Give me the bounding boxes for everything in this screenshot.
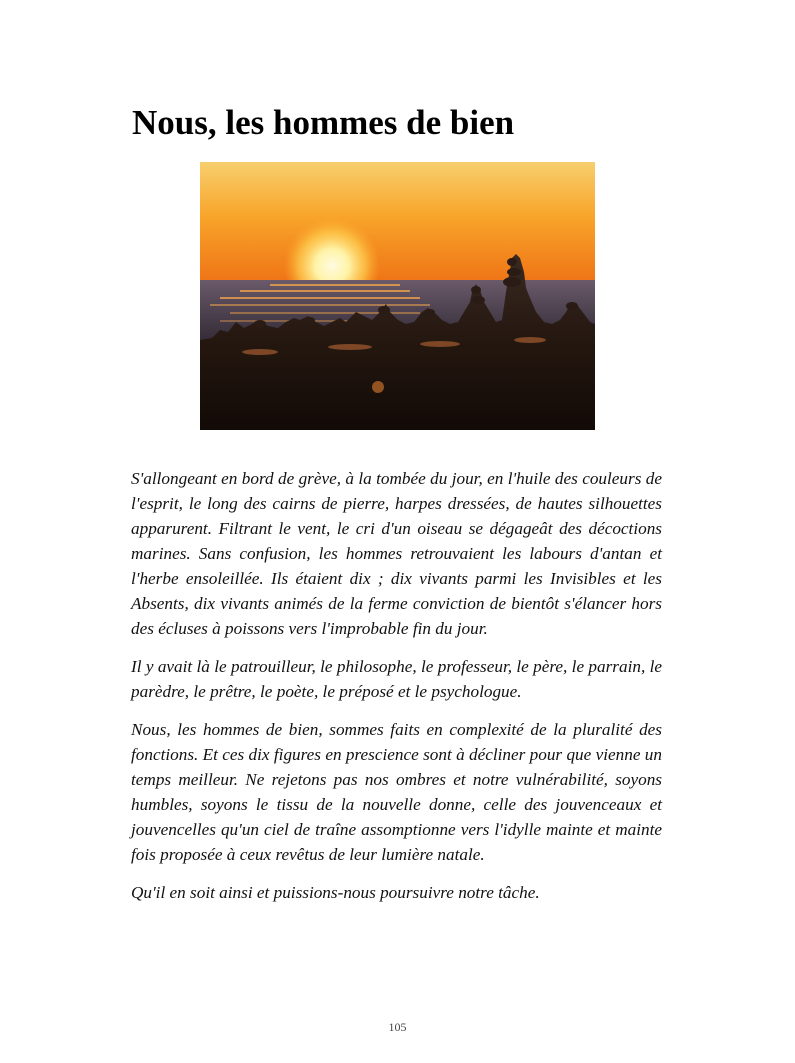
paragraph-4: Qu'il en soit ainsi et puissions-nous poursuivre notre tâche. — [131, 883, 540, 902]
page-number: 105 — [388, 1020, 407, 1034]
page-title: Nous, les hommes de bien — [132, 103, 515, 142]
body-text — [131, 466, 662, 918]
paragraph-2: Il y avait là le patrouilleur, le philosophe, le professeur, le père, le parrain, le parèdre, le prêtre, le poète, le préposé et le psychologue. — [131, 657, 662, 701]
sunset-cairns-photo — [200, 162, 595, 430]
paragraph-3: Nous, les hommes de bien, sommes faits en complexité de la pluralité des fonctions. Et ces dix figures en prescience sont à décliner pour que vienne un temps meilleur. Ne rejetons pas nos ombres et notre vulnérabilité, soyons humbles, soyons le tissu de la nouvelle donne, celle des jouvenceaux et jouvencelles qu'un ciel de traîne assomptionne vers l'idylle mainte et mainte fois proposée à ceux revêtus de leur lumière natale. — [131, 720, 662, 864]
paragraph-1: S'allongeant en bord de grève, à la tombée du jour, en l'huile des couleurs de l'esprit, le long des cairns de pierre, harpes dressées, de hautes silhouettes apparurent. Filtrant le vent, le cri d'un oiseau se dégageât des décoctions marines. Sans confusion, les hommes retrouvaient les labours d'antan et l'herbe ensoleillée. Ils étaient dix ; dix vivants parmi les Invisibles et les Absents, dix vivants animés de la ferme conviction de bientôt s'élancer hors des écluses à poissons vers l'improbable fin du jour. — [131, 469, 662, 638]
